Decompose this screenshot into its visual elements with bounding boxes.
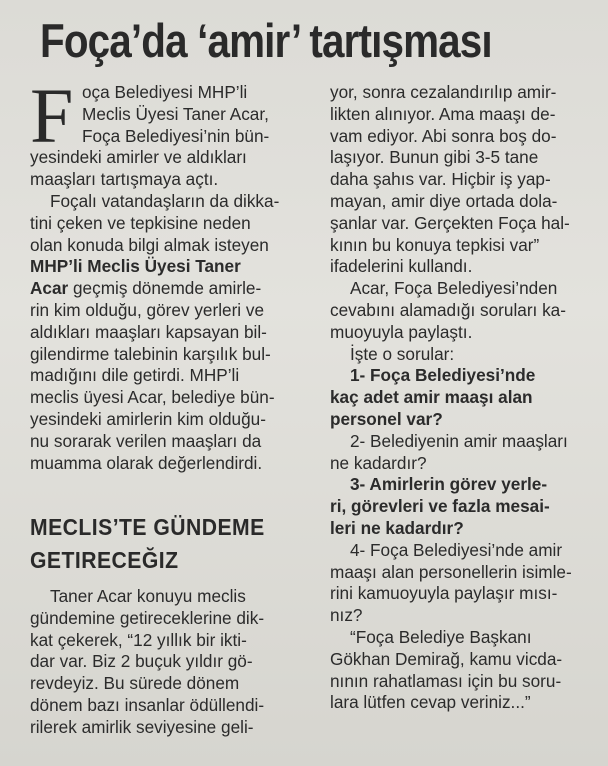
text-line: cevabını alamadığı soruları ka- [330,299,566,320]
text-line: 1- Foça Belediyesi’nde [350,365,536,386]
text-line: meclis üyesi Acar, belediye bün- [30,387,275,408]
text-line: maaşları tartışmaya açtı. [30,169,219,190]
text-line: lara lütfen cevap veriniz...” [330,692,531,713]
drop-cap: F [30,72,74,159]
text-line: Foçalı vatandaşların da dikka- [50,190,280,211]
text-line: yor, sonra cezalandırılıp amir- [330,82,557,102]
text-line: Gökhan Demirağ, kamu vicda- [330,648,563,669]
text-line: leri ne kadardır? [330,517,464,538]
text-line: gündemine getireceklerine dik- [30,607,265,628]
text-line: muamma olarak değerlendirdi. [30,452,263,473]
left-column [30,72,308,474]
text-line: laşıyor. Bunun gibi 3-5 tane [330,147,539,168]
text-line: likten alınıyor. Ama maaşı de- [330,103,556,124]
text-line: rini kamuoyuyla paylaşır mısı- [330,583,558,604]
text-line: Acar geçmiş dönemde amirle- [30,278,262,299]
text-line: kaç adet amir maaşı alan [330,387,533,408]
text-line: rin kim olduğu, görev yerleri ve [30,299,265,320]
text-line: 2- Belediyenin amir maaşları [350,430,568,451]
text-line: nız? [330,605,363,626]
text-line: MHP’li Meclis Üyesi Taner [30,256,241,277]
text-line: rilerek amirlik seviyesine geli- [30,716,254,737]
text-line: vam ediyor. Abi sonra boş do- [330,125,557,146]
subheading-line-2: GETIRECEĞIZ [30,547,179,573]
text-line: aldıkları maaşları kapsayan bil- [30,321,267,342]
article-headline: Foça’da ‘amir’ tartışması [40,14,492,67]
text-line: madığını dile getirdi. MHP’li [30,365,240,386]
left-column-continued [30,586,308,739]
text-line: dönem bazı insanlar ödüllendi- [30,694,265,715]
text-line: personel var? [330,408,443,429]
text-line: İşte o sorular: [350,343,455,364]
right-column [330,82,596,714]
text-line: maaşı alan personellerin isimle- [330,561,572,582]
text-line: nu sorarak verilen maaşları da [30,430,262,451]
text-line: yesindeki amirler ve aldıkları [30,147,247,168]
text-line: revdeyiz. Bu sürede dönem [30,673,240,694]
text-line: “Foça Belediye Başkanı [350,626,532,647]
text-line: kat çekerek, “12 yıllık bir ikti- [30,629,247,650]
text-line: nının rahatlaması için bu soru- [330,670,562,691]
text-line: şanlar var. Gerçekten Foça hal- [330,212,570,233]
text-line: tini çeken ve tepkisine neden [30,212,251,233]
subheading-line-1: MECLIS’TE GÜNDEME [30,514,265,540]
text-line: ifadelerini kullandı. [330,256,473,277]
text-line: ne kadardır? [330,452,427,473]
text-line: daha şahıs var. Hiçbir iş yap- [330,169,551,190]
text-line: Acar, Foça Belediyesi’nden [350,278,558,299]
text-line: Taner Acar konuyu meclis [50,586,246,606]
text-line: kının bu konuya tepkisi var” [330,234,540,255]
text-line: mayan, amir diye ortada dola- [330,190,558,211]
text-line: gilendirme talebinin karşılık bul- [30,343,271,364]
text-line: ri, görevleri ve fazla mesai- [330,496,550,517]
text-line: Meclis Üyesi Taner Acar, [82,103,269,124]
text-line: 3- Amirlerin görev yerle- [350,474,548,495]
text-line: 4- Foça Belediyesi’nde amir [350,539,563,560]
text-line: oça Belediyesi MHP’li [82,82,248,102]
text-line: olan konuda bilgi almak isteyen [30,234,269,255]
text-line: dar var. Biz 2 buçuk yıldır gö- [30,651,253,672]
text-line: yesindeki amirlerin kim olduğu- [30,408,266,429]
text-line: muoyuyla paylaştı. [330,321,473,342]
text-line: Foça Belediyesi’nin bün- [82,125,270,146]
